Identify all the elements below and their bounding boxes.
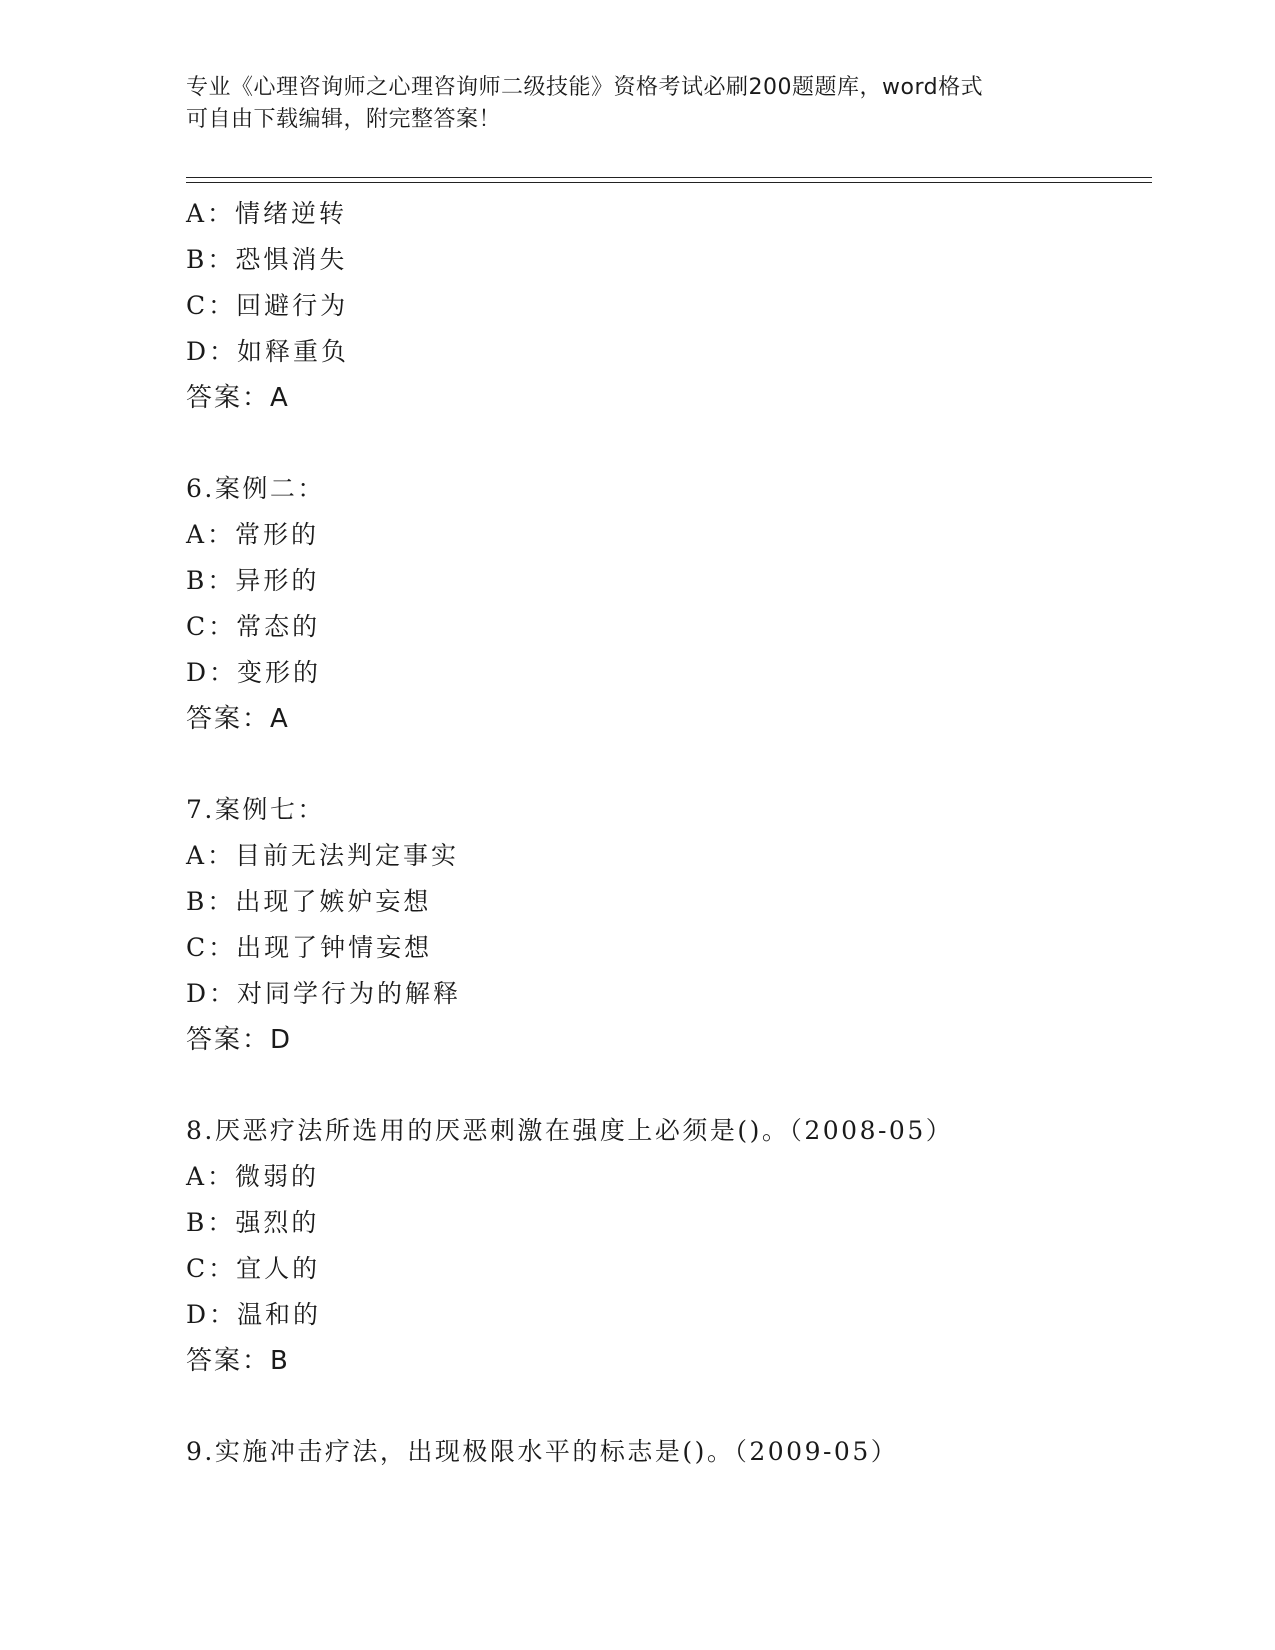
- header-divider-top: [186, 177, 1152, 178]
- option-d: D：对同学行为的解释: [186, 979, 462, 1008]
- option-c: C：回避行为: [186, 291, 349, 320]
- question-text: 6.案例二：: [186, 474, 325, 503]
- header-divider-bottom: [186, 182, 1152, 183]
- option-a: A：微弱的: [186, 1162, 320, 1191]
- question-text: 7.案例七：: [186, 795, 325, 824]
- question-block: [186, 1429, 1166, 1475]
- option-b: B：异形的: [186, 566, 320, 595]
- block-spacer: [186, 742, 1166, 787]
- option-b: B：出现了嫉妒妄想: [186, 887, 432, 916]
- block-spacer: [186, 421, 1166, 466]
- question-block: [186, 787, 1166, 1063]
- question-block: [186, 191, 1166, 421]
- answer-line: 答案：B: [186, 1346, 290, 1376]
- option-d: D：温和的: [186, 1300, 322, 1329]
- question-text: 9.实施冲击疗法，出现极限水平的标志是()。（2009-05）: [186, 1437, 899, 1466]
- answer-line: 答案：A: [186, 704, 290, 734]
- option-a: A：目前无法判定事实: [186, 841, 460, 870]
- option-b: B：恐惧消失: [186, 245, 348, 274]
- option-c: C：常态的: [186, 612, 321, 641]
- option-b: B：强烈的: [186, 1208, 320, 1237]
- question-text: 8.厌恶疗法所选用的厌恶刺激在强度上必须是()。（2008-05）: [186, 1116, 954, 1145]
- option-c: C：宜人的: [186, 1254, 321, 1283]
- option-d: D：如释重负: [186, 337, 350, 366]
- option-a: A：常形的: [186, 520, 320, 549]
- question-block: [186, 466, 1166, 742]
- header-line-1: 专业《心理咨询师之心理咨询师二级技能》资格考试必刷200题题库，word格式: [186, 75, 984, 100]
- document-header: [186, 72, 1066, 136]
- question-block: [186, 1108, 1166, 1384]
- option-c: C：出现了钟情妄想: [186, 933, 433, 962]
- answer-line: 答案：A: [186, 383, 290, 413]
- question-list: [186, 191, 1166, 1475]
- option-a: A：情绪逆转: [186, 199, 348, 228]
- option-d: D：变形的: [186, 658, 322, 687]
- block-spacer: [186, 1384, 1166, 1429]
- answer-line: 答案：D: [186, 1025, 293, 1055]
- header-line-2: 可自由下载编辑，附完整答案！: [186, 107, 502, 132]
- block-spacer: [186, 1063, 1166, 1108]
